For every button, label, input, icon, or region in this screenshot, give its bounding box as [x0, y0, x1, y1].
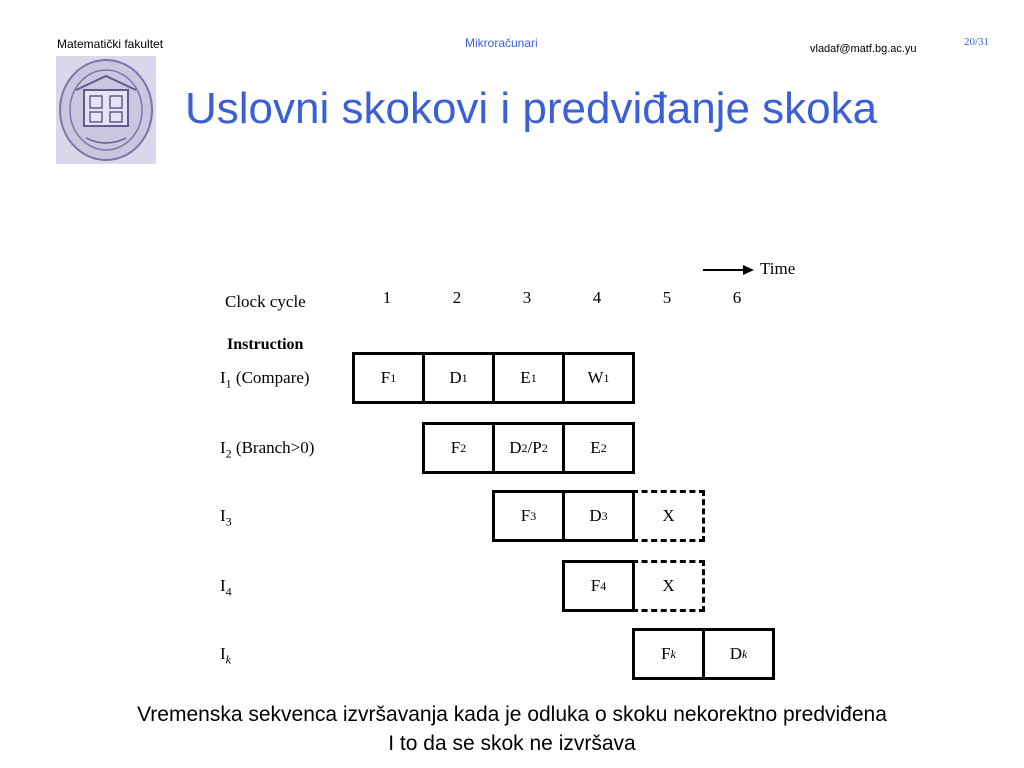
- caption-line-2: I to da se skok ne izvršava: [388, 732, 636, 755]
- slide-title: Uslovni skokovi i predviđanje skoka: [185, 84, 878, 133]
- pipeline-stage-box: E 2: [562, 422, 635, 474]
- pipeline-stage-box: D 1: [422, 352, 495, 404]
- pipeline-stage-box: X: [632, 560, 705, 612]
- pipeline-stage-box: W 1: [562, 352, 635, 404]
- instruction-label: $I_2$ (Branch>0): [220, 438, 315, 461]
- clock-cycle-number: 1: [382, 288, 392, 307]
- clock-cycle-number: 6: [732, 288, 742, 307]
- faculty-name: Matematički fakultet: [57, 37, 164, 51]
- faculty-seal-logo: [56, 56, 156, 164]
- pipeline-stage-box: E 1: [492, 352, 565, 404]
- page-number: 20/31: [964, 36, 990, 48]
- instruction-label: $I_1$ (Compare): [220, 368, 310, 391]
- clock-cycle-number: 3: [522, 288, 532, 307]
- pipeline-stage-box: F 4: [562, 560, 635, 612]
- instruction-label: $I_k$: [220, 644, 231, 667]
- clock-cycle-label: Clock cycle: [225, 292, 306, 311]
- instruction-label: $I_4$: [220, 576, 232, 599]
- time-label: Time: [760, 259, 796, 278]
- slide-caption: [0, 700, 1024, 758]
- pipeline-stage-box: D k: [702, 628, 775, 680]
- pipeline-stage-box: D 3: [562, 490, 635, 542]
- pipeline-stage-box: F 3: [492, 490, 565, 542]
- author-email: vladaf@matf.bg.ac.yu: [810, 43, 917, 55]
- instruction-label: $I_3$: [220, 506, 232, 529]
- time-arrow-icon: [703, 264, 755, 276]
- clock-cycle-number: 2: [452, 288, 462, 307]
- pipeline-stage-box: F 2: [422, 422, 495, 474]
- instruction-header: Instruction: [227, 336, 304, 353]
- pipeline-stage-box: F k: [632, 628, 705, 680]
- course-name: Mikroračunari: [465, 36, 538, 50]
- clock-cycle-number: 4: [592, 288, 602, 307]
- pipeline-stage-box: X: [632, 490, 705, 542]
- pipeline-stage-box: F 1: [352, 352, 425, 404]
- clock-cycle-number: 5: [662, 288, 672, 307]
- caption-line-1: Vremenska sekvenca izvršavanja kada je odluka o skoku nekorektno predviđena: [137, 703, 887, 726]
- pipeline-diagram: [200, 250, 820, 690]
- pipeline-stage-box: D 2 /P 2: [492, 422, 565, 474]
